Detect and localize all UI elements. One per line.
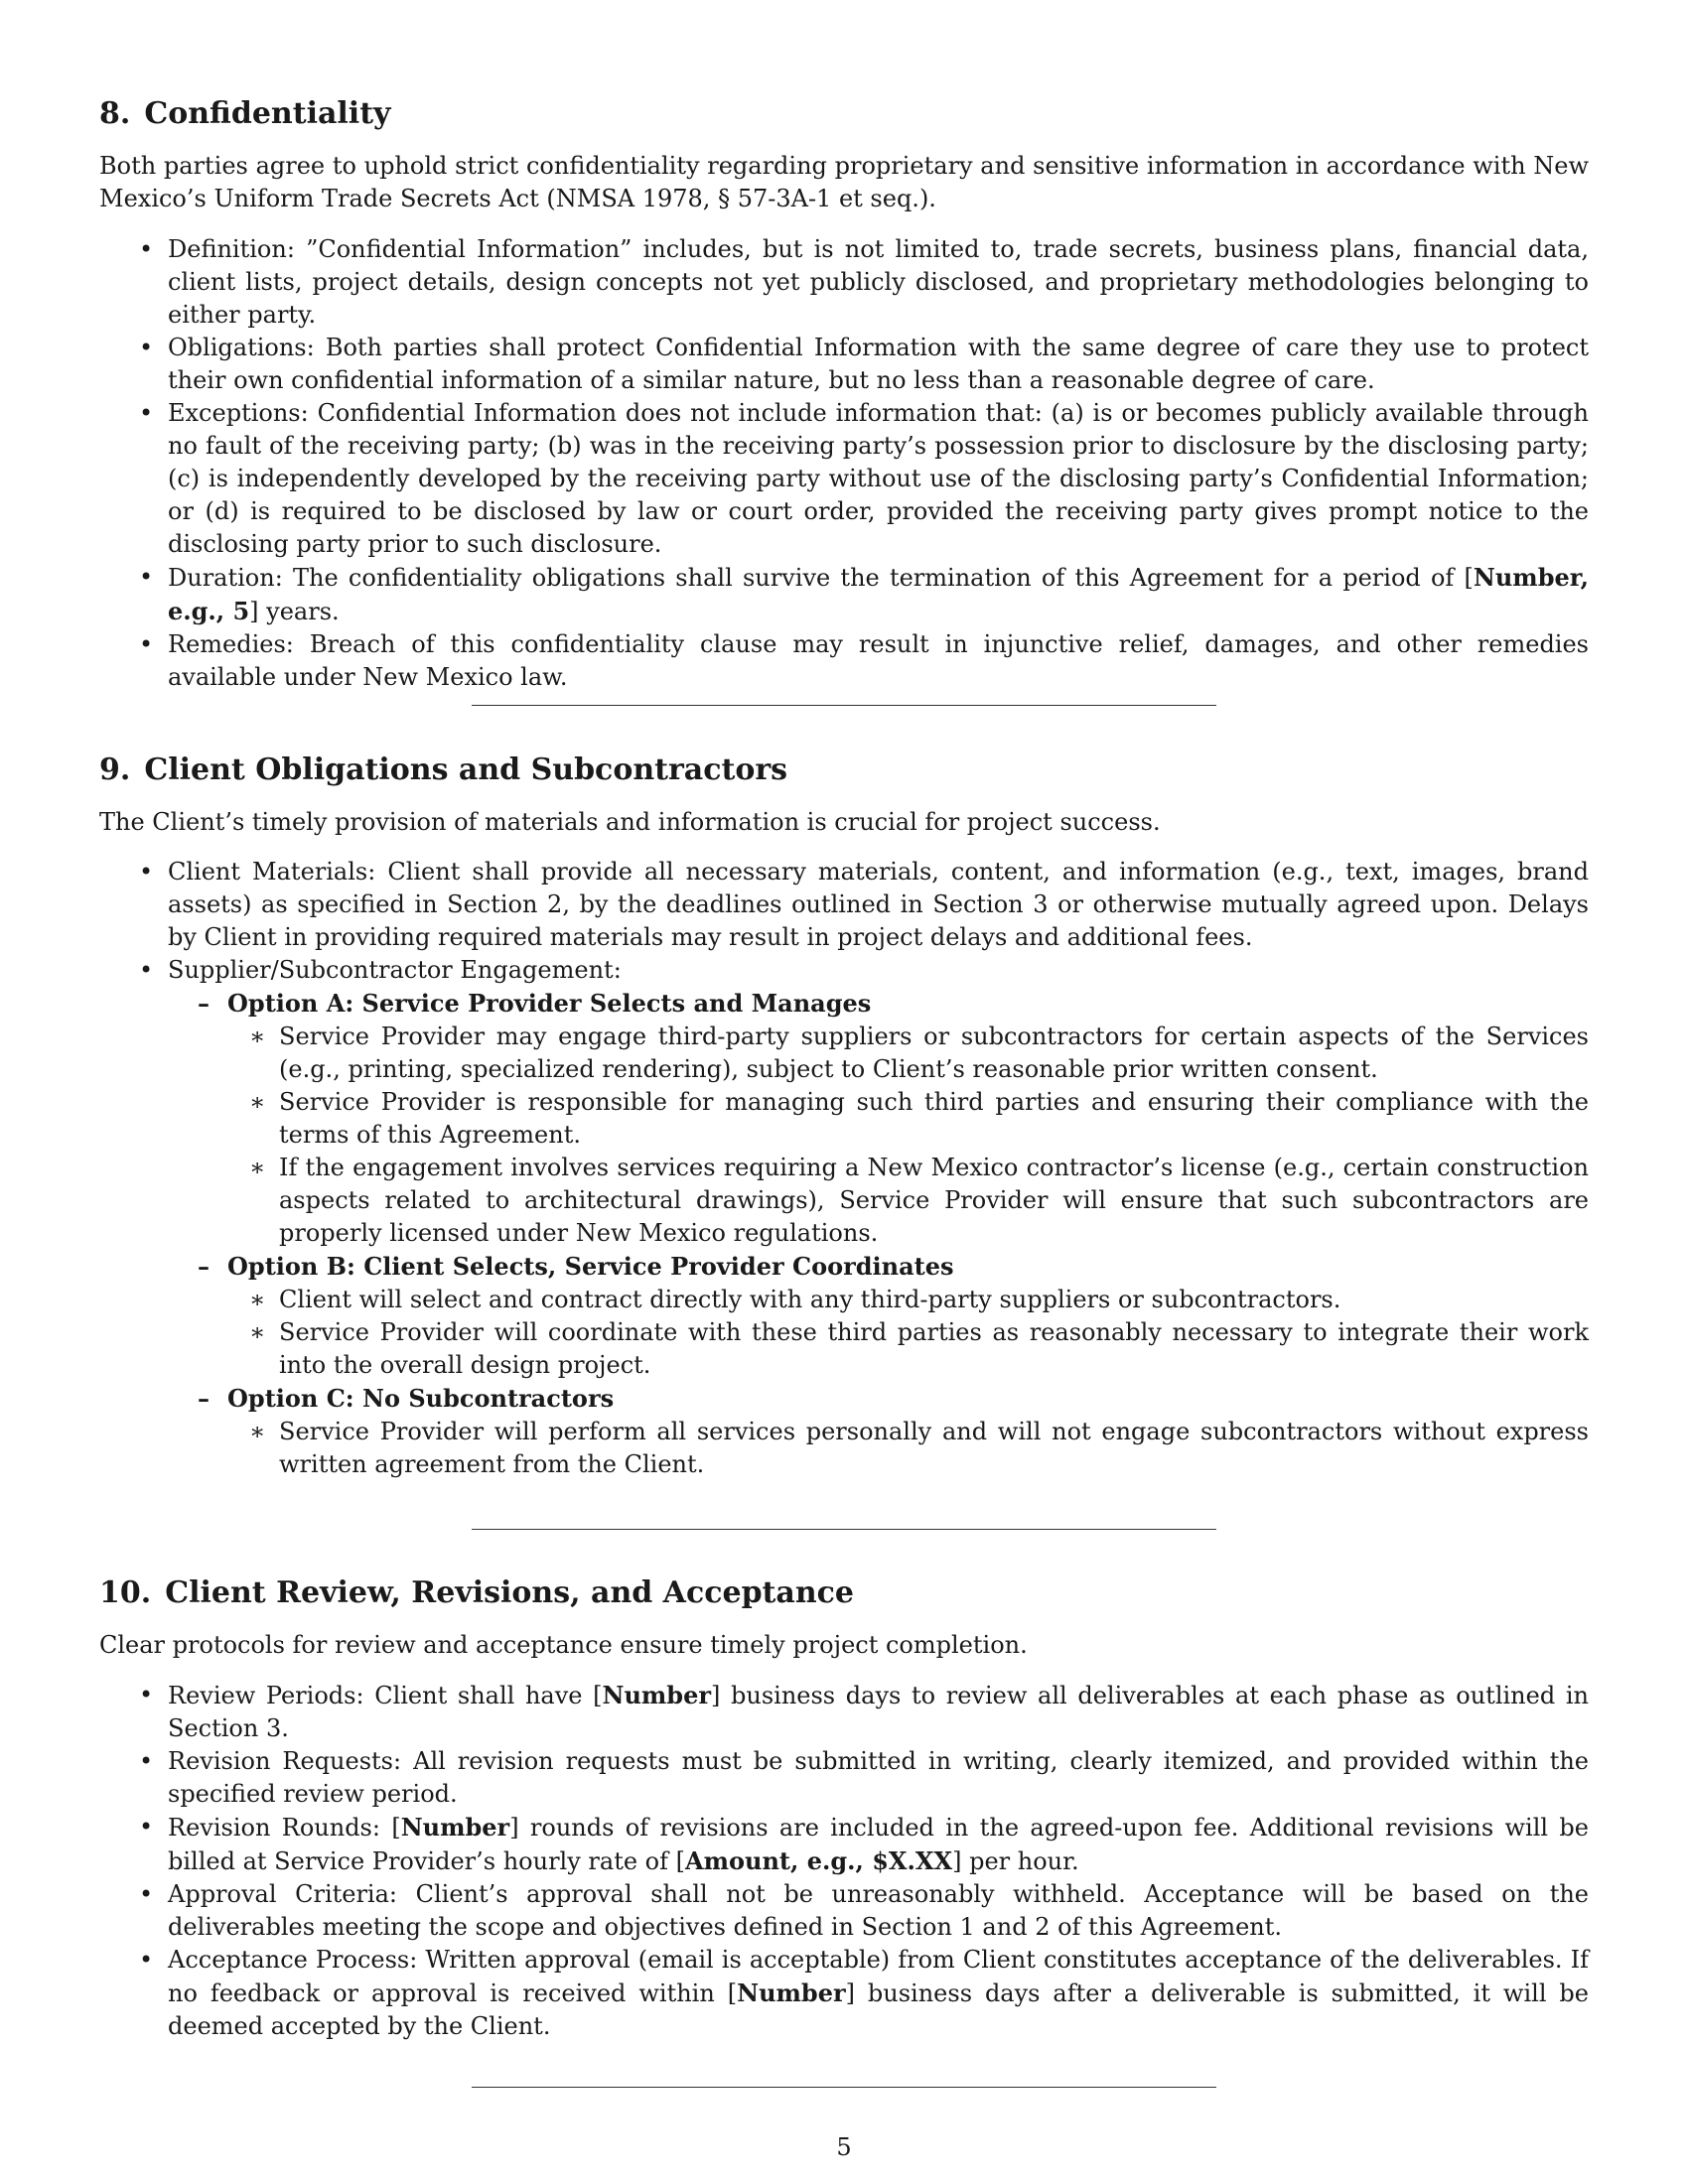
item-label: Revision Requests: (168, 1747, 402, 1775)
placeholder-field: Number (737, 1979, 846, 2007)
option-point: ∗ If the engagement involves services requiring a New Mexico contractor’s license (e.g., certain construction aspects related to architectural drawings), Service Provider will ensure that such subcontractors are properly licensed under New Mexico regulations. (249, 1154, 1589, 1247)
list-item: • Remedies: Breach of this confidentiality clause may result in injunctive relief, damages, and other remedies available under New Mexico law. (139, 630, 1589, 691)
option-point: ∗ Service Provider may engage third-party suppliers or subcontractors for certain aspects of the Services (e.g., printing, specialized rendering), subject to Client’s reasonable prior written consent. (249, 1023, 1589, 1083)
section-divider (472, 2087, 1216, 2088)
section-8-intro: Both parties agree to uphold strict confidentiality regarding proprietary and sensitive information in accordance with New Mexico’s Uniform Trade Secrets Act (NMSA 1978, § 57-3A-1 et seq.). (99, 152, 1589, 212)
item-label: Supplier/Subcontractor Engagement: (168, 956, 622, 984)
option-item: – Option A: Service Provider Selects and Manages ∗ Service Provider may engage third-party suppliers or subcontractors for certain aspects of the Services (e.g., printing, specialized rendering), subject to Client’s reasonable prior written consent. ∗ Service Provider is responsible for managing such third parties and ensuring their compliance with the terms of this Agreement. ∗ If the engagement involves services requiring a New Mexico contractor’s license (e.g., certain construction aspects related to architectural drawings), Service Provider will ensure that such subcontractors are properly licensed under New Mexico regulations. (168, 987, 1589, 1250)
item-label: Review Periods: (168, 1682, 364, 1709)
list-item: • Supplier/Subcontractor Engagement: – Option A: Service Provider Selects and Manages ∗ Service Provider may engage third-party suppliers or subcontractors for certain aspects of the Services (e.g., printing, specialized rendering), subject to Client’s reasonable prior written consent. ∗ Service Provider is responsible for managing such third parties and ensuring their compliance with the terms of this Agreement. ∗ If the engagement involves services requiring a New Mexico contractor’s license (e.g., certain construction aspects related to architectural drawings), Service Provider will ensure that such subcontractors are properly licensed under New Mexico regulations. – Option B: Client Selects, Service Provider Coordinates ∗ Client will select and contract directly with any third-party suppliers or subcontractors. ∗ Service Provider will coordinate with these third parties as reasonably necessary to integrate their work into the overall design project. – Option C: No Subcontractors ∗ Service Provider will perform all services personally and will not engage subcontractors without express written agreement from the Client. (99, 954, 1589, 1481)
list-item: • Acceptance Process: Written approval (email is acceptable) from Client constitutes acceptance of the deliverables. If no feedback or approval is received within [Number] business days after a deliverable is submitted, it will be deemed accepted by the Client. (139, 1946, 1590, 2040)
item-label: Obligations: (168, 334, 315, 361)
page-number: 5 (836, 2133, 852, 2161)
section-10-intro: Clear protocols for review and acceptance ensure timely project completion. (99, 1631, 1028, 1659)
section-divider (472, 705, 1216, 706)
section-title: Client Review, Revisions, and Acceptance (165, 1575, 855, 1610)
subcontractor-options (168, 987, 1589, 1481)
section-8-heading (99, 94, 391, 134)
item-label: Client Materials: (168, 858, 376, 886)
list-item: • Revision Rounds: [Number] rounds of revisions are included in the agreed-upon fee. Additional revisions will be billed at Service Provider’s hourly rate of [Amount, e.g., $X.XX] per hour. (139, 1813, 1590, 1875)
item-text: Client shall provide all necessary materials, content, and information (e.g., text, images, brand assets) as specified in Section 2, by the deadlines outlined in Section 3 or otherwise mutually agreed upon. Delays by Client in providing required materials may result in project delays and additional fees. (168, 858, 1589, 951)
item-label: Exceptions: (168, 399, 309, 427)
item-label: Duration: (168, 564, 283, 592)
option-title: Option A: Service Provider Selects and Manages (227, 989, 872, 1018)
option-points (227, 1284, 1589, 1382)
section-10-heading (99, 1573, 854, 1613)
section-divider (472, 1529, 1216, 1530)
section-10-list (99, 1679, 1589, 2043)
placeholder-field: Number (400, 1813, 510, 1842)
item-label: Remedies: (168, 630, 294, 658)
placeholder-field: Number, e.g., 5 (168, 563, 1589, 625)
item-label: Acceptance Process: (168, 1946, 418, 1974)
section-9-intro: The Client’s timely provision of materials and information is crucial for project success. (99, 808, 1161, 836)
item-text: Breach of this confidentiality clause may result in injunctive relief, damages, and other remedies available under New Mexico law. (168, 630, 1589, 691)
placeholder-field: Number (602, 1681, 711, 1709)
section-number: 8. (99, 96, 131, 131)
option-point: ∗ Service Provider will coordinate with these third parties as reasonably necessary to integrate their work into the overall design project. (249, 1318, 1589, 1379)
option-point: ∗ Service Provider will perform all services personally and will not engage subcontractors without express written agreement from the Client. (249, 1418, 1589, 1478)
section-9-list (99, 856, 1589, 1481)
option-title: Option B: Client Selects, Service Provider Coordinates (227, 1252, 954, 1281)
item-text: Both parties shall protect Confidential Information with the same degree of care they use to protect their own confidential information of a similar nature, but no less than a reasonable degree of care. (168, 334, 1589, 394)
section-title: Client Obligations and Subcontractors (144, 752, 788, 787)
section-8-list (99, 233, 1589, 694)
list-item: • Obligations: Both parties shall protect Confidential Information with the same degree of care they use to protect their own confidential information of a similar nature, but no less than a reasonable degree of care. (139, 334, 1589, 394)
option-points (227, 1416, 1589, 1481)
option-point: ∗ Service Provider is responsible for managing such third parties and ensuring their compliance with the terms of this Agreement. (249, 1088, 1589, 1149)
option-title: Option C: No Subcontractors (227, 1384, 615, 1413)
list-item: • Client Materials: Client shall provide all necessary materials, content, and information (e.g., text, images, brand assets) as specified in Section 2, by the deadlines outlined in Section 3 or otherwise mutually agreed upon. Delays by Client in providing required materials may result in project delays and additional fees. (139, 858, 1589, 951)
item-text: The confidentiality obligations shall survive the termination of this Agreement for a period of [ (293, 564, 1474, 592)
option-points (227, 1021, 1589, 1250)
section-number: 9. (99, 752, 131, 787)
list-item: • Approval Criteria: Client’s approval shall not be unreasonably withheld. Acceptance will be based on the deliverables meeting the scope and objectives defined in Section 1 and 2 of this Agreement. (139, 1880, 1589, 1941)
section-number: 10. (99, 1575, 152, 1610)
list-item: • Review Periods: Client shall have [Number] business days to review all deliverables at each phase as outlined in Section 3. (139, 1681, 1589, 1742)
item-text: Confidential Information does not include information that: (a) is or becomes publicly available through no fault of the receiving party; (b) was in the receiving party’s possession prior to disclosure by the disclosing party; (c) is independently developed by the receiving party without use of the disclosing party’s Confidential Information; or (d) is required to be disclosed by law or court order, provided the receiving party gives prompt notice to the disclosing party prior to such disclosure. (168, 399, 1589, 558)
list-item: • Definition: ”Confidential Information” includes, but is not limited to, trade secrets, business plans, financial data, client lists, project details, design concepts not yet publicly disclosed, and proprietary methodologies belonging to either party. (139, 235, 1589, 329)
option-point: ∗ Client will select and contract directly with any third-party suppliers or subcontractors. (249, 1286, 1341, 1313)
list-item: • Revision Requests: All revision requests must be submitted in writing, clearly itemized, and provided within the specified review period. (139, 1747, 1589, 1808)
list-item: • Duration: The confidentiality obligations shall survive the termination of this Agreement for a period of [Number, e.g., 5] years. (139, 563, 1589, 625)
item-label: Approval Criteria: (168, 1880, 398, 1908)
option-item: – Option C: No Subcontractors ∗ Service Provider will perform all services personally and will not engage subcontractors without express written agreement from the Client. (168, 1382, 1589, 1481)
placeholder-field: Amount, e.g., $X.XX (685, 1846, 953, 1875)
option-item: – Option B: Client Selects, Service Provider Coordinates ∗ Client will select and contract directly with any third-party suppliers or subcontractors. ∗ Service Provider will coordinate with these third parties as reasonably necessary to integrate their work into the overall design project. (168, 1250, 1589, 1382)
item-label: Revision Rounds: (168, 1814, 380, 1842)
item-text: ] years. (249, 598, 340, 625)
item-text: ”Confidential Information” includes, but is not limited to, trade secrets, business plans, financial data, client lists, project details, design concepts not yet publicly disclosed, and proprietary methodologies belonging to either party. (168, 235, 1589, 329)
item-label: Definition: (168, 235, 295, 263)
list-item: • Exceptions: Confidential Information does not include information that: (a) is or becomes publicly available through no fault of the receiving party; (b) was in the receiving party’s possession prior to disclosure by the disclosing party; (c) is independently developed by the receiving party without use of the disclosing party’s Confidential Information; or (d) is required to be disclosed by law or court order, provided the receiving party gives prompt notice to the disclosing party prior to such disclosure. (139, 399, 1589, 558)
section-9-heading (99, 751, 787, 790)
section-title: Confidentiality (144, 96, 391, 131)
